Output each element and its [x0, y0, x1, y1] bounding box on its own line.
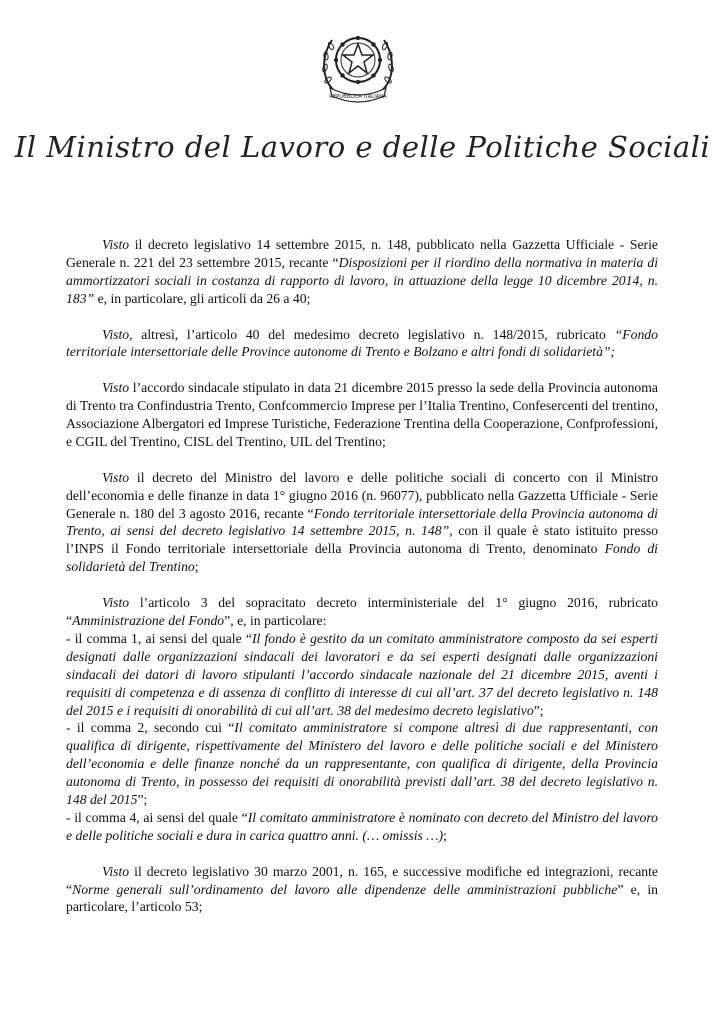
document-body [66, 236, 658, 916]
list-item-comma-2: - il comma 2, secondo cui “Il comitato amministratore si compone altresì di due rappresentanti, con qualifica di dirigente, rispettivamente del Ministero del lavoro e delle politiche sociali e del Ministero dell’economia e delle finanze nonché da un rappresentante, con qualifica di dirigente, della Provincia autonoma di Trento, in possesso dei requisiti di onorabilità previsti dall’art. 38 del decreto legislativo n. 148 del 2015”; [66, 720, 658, 808]
paragraph-4: Visto il decreto del Ministro del lavoro e delle politiche sociali di concerto con il Ministro dell’economia e delle finanze in data 1° giugno 2016 (n. 96077), pubblicato nella Gazzetta Ufficiale - Serie Generale n. 180 del 3 agosto 2016, recante “Fondo territoriale intersettoriale della Provincia autonoma di Trento, ai sensi del decreto legislativo 14 settembre 2015, n. 148”, con il quale è stato istituito presso l’INPS il Fondo territoriale intersettoriale della Provincia autonoma di Trento, denominato Fondo di solidarietà del Trentino; [66, 469, 658, 575]
list-item-comma-4: - il comma 4, ai sensi del quale “Il comitato amministratore è nominato con decreto del Ministro del lavoro e delle politiche sociali e dura in carica quattro anni. (… omissis …); [66, 809, 658, 843]
paragraph-5: Visto l’articolo 3 del sopracitato decreto interministeriale del 1° giugno 2016, rubricato “Amministrazione del Fondo”, e, in particolare: - il comma 1, ai sensi del quale “Il fondo è gestito da un comitato amministratore composto da sei esperti designati dalle organizzazioni sindacali dei lavoratori e da sei esperti designati dalle organizzazioni sindacali dei datori di lavoro stipulanti l’accordo sindacale nazionale del 21 dicembre 2015, aventi i requisiti di competenza e di assenza di conflitto di interesse di cui all’art. 37 del decreto legislativo n. 148 del 2015 e i requisiti di onorabilità di cui all’art. 38 del medesimo decreto legislativo”; - il comma 2, secondo cui “Il comitato amministratore si compone altresì di due rappresentanti, con qualifica di dirigente, rispettivamente del Ministero del lavoro e delle politiche sociali e del Ministero dell’economia e delle finanze nonché da un rappresentante, con qualifica di dirigente, della Provincia autonoma di Trento, in possesso dei requisiti di onorabilità previsti dall’art. 38 del decreto legislativo n. 148 del 2015”; - il comma 4, ai sensi del quale “Il comitato amministratore è nominato con decreto del Ministro del lavoro e delle politiche sociali e dura in carica quattro anni. (… omissis …); [66, 595, 658, 843]
ministry-title: Il Ministro del Lavoro e delle Politiche Sociali [14, 130, 711, 164]
paragraph-2: Visto, altresì, l’articolo 40 del medesimo decreto legislativo n. 148/2015, rubricato “Fondo territoriale intersettoriale delle Province autonome di Trento e Bolzano e altri fondi di solidarietà”; [66, 326, 658, 360]
paragraph-3: Visto l’accordo sindacale stipulato in data 21 dicembre 2015 presso la sede della Provincia autonoma di Trento tra Confindustria Trento, Confcommercio Imprese per l’Italia Trentino, Confesercenti del trentino, Associazione Albergatori ed Imprese Turistiche, Federazione Trentina della Cooperazione, Confprofessioni, e CGIL del Trentino, CISL del Trentino, UIL del Trentino; [66, 380, 658, 449]
paragraph-6: Visto il decreto legislativo 30 marzo 2001, n. 165, e successive modifiche ed integrazioni, recante “Norme generali sull’ordinamento del lavoro alle dipendenze delle amministrazioni pubbliche” e, in particolare, l’articolo 53; [66, 863, 658, 915]
emblem-ribbon-text: REPUBBLICA ITALIANA [329, 94, 387, 100]
list-item-comma-1: - il comma 1, ai sensi del quale “Il fondo è gestito da un comitato amministratore composto da sei esperti designati dalle organizzazioni sindacali dei lavoratori e da sei esperti designati dalle organizzazioni sindacali dei datori di lavoro stipulanti l’accordo sindacale nazionale del 21 dicembre 2015, aventi i requisiti di competenza e di assenza di conflitto di interesse di cui all’art. 37 del decreto legislativo n. 148 del 2015 e i requisiti di onorabilità di cui all’art. 38 del medesimo decreto legislativo”; [66, 630, 658, 718]
paragraph-1: Visto il decreto legislativo 14 settembre 2015, n. 148, pubblicato nella Gazzetta Ufficiale - Serie Generale n. 221 del 23 settembre 2015, recante “Disposizioni per il riordino della normativa in materia di ammortizzatori sociali in costanza di rapporto di lavoro, in attuazione della legge 10 dicembre 2014, n. 183” e, in particolare, gli articoli da 26 a 40; [66, 237, 658, 306]
italian-republic-emblem [314, 22, 402, 104]
